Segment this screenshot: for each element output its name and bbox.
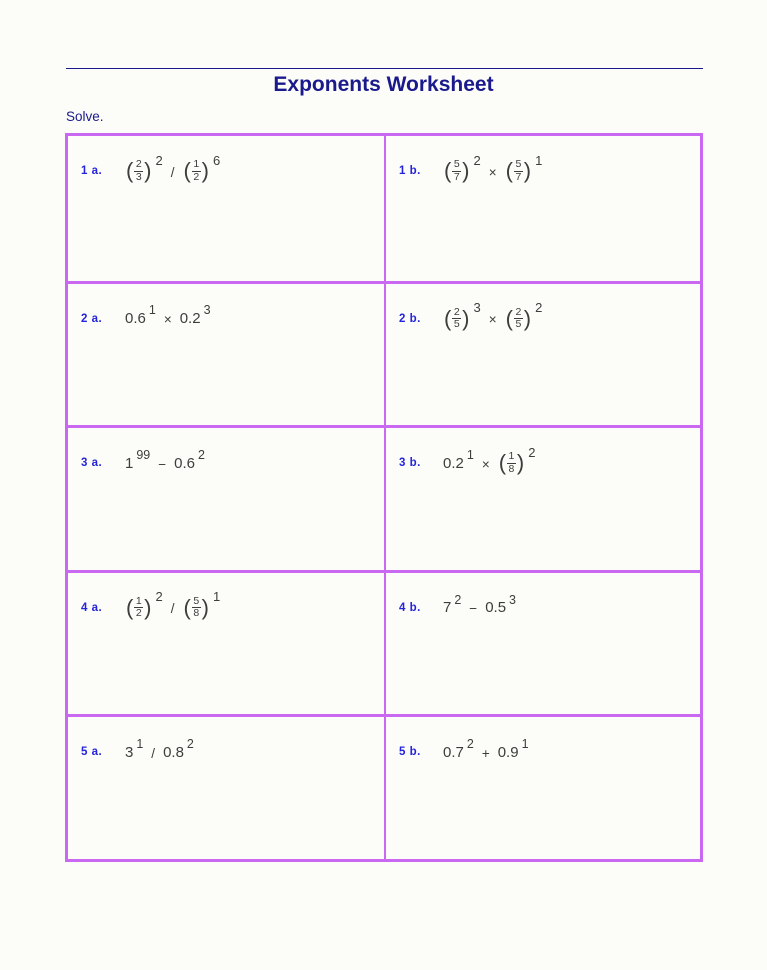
expression [443, 444, 535, 482]
fraction [514, 307, 523, 331]
term [443, 152, 481, 183]
open-paren: ( [444, 158, 452, 183]
operator: × [488, 164, 497, 180]
problem-cell-5b [384, 714, 700, 859]
problems-table [65, 133, 703, 862]
exponent: 3 [203, 303, 211, 318]
numerator: 2 [135, 157, 142, 170]
term [163, 737, 194, 761]
operator: − [158, 456, 167, 472]
instruction-label: Solve. [66, 109, 104, 124]
expression [125, 589, 220, 627]
close-paren: ) [516, 450, 525, 476]
term [174, 447, 205, 472]
denominator: 7 [515, 170, 522, 183]
term [125, 303, 156, 328]
exponent: 2 [198, 447, 205, 462]
numerator: 5 [193, 594, 200, 607]
term [443, 300, 481, 331]
exponent: 2 [155, 152, 163, 168]
term [443, 737, 474, 761]
close-paren: ) [462, 305, 470, 331]
term [443, 592, 462, 617]
close-paren: ) [462, 158, 470, 183]
expression [125, 444, 205, 482]
expression [443, 300, 542, 338]
term [125, 152, 163, 183]
fraction [452, 307, 461, 331]
open-paren: ( [498, 450, 507, 476]
operator: / [170, 164, 175, 180]
problem-cell-4b [384, 570, 700, 715]
problem-number: 1 b. [399, 165, 421, 177]
exponent: 1 [535, 152, 543, 168]
problem-cell-1b [384, 136, 700, 281]
term [497, 737, 529, 761]
numerator: 2 [453, 305, 460, 318]
term [125, 447, 151, 472]
exponent: 2 [535, 300, 543, 316]
exponent: 6 [213, 152, 221, 168]
exponent: 1 [148, 303, 156, 318]
base-number: 0.8 [163, 743, 184, 761]
problem-cell-2b [384, 281, 700, 426]
denominator: 8 [193, 607, 200, 620]
numerator: 2 [515, 305, 522, 318]
operator: × [481, 456, 490, 472]
exponent: 1 [136, 737, 144, 752]
problem-number: 2 b. [399, 312, 421, 325]
exponent: 1 [213, 589, 221, 605]
operator: × [488, 312, 497, 328]
close-paren: ) [144, 594, 152, 620]
open-paren: ( [444, 305, 452, 331]
numerator: 1 [508, 450, 515, 463]
problem-cell-3a [68, 425, 384, 570]
exponent: 2 [528, 444, 536, 460]
problem-number: 2 a. [81, 312, 103, 325]
close-paren: ) [523, 158, 532, 183]
numerator: 5 [515, 157, 522, 170]
problem-cell-2a [68, 281, 384, 426]
term [498, 444, 536, 476]
term [505, 152, 543, 183]
exponent: 2 [466, 737, 474, 752]
close-paren: ) [523, 305, 532, 331]
denominator: 2 [193, 170, 200, 183]
close-paren: ) [201, 594, 209, 620]
base-number: 0.2 [443, 454, 464, 472]
fraction [134, 596, 143, 620]
term [125, 589, 163, 620]
operator: − [469, 601, 478, 617]
base-number: 0.6 [174, 454, 195, 472]
base-number: 7 [443, 599, 452, 617]
open-paren: ( [126, 594, 134, 620]
exponent: 2 [186, 737, 194, 752]
problem-cell-4a [68, 570, 384, 715]
expression [443, 733, 529, 771]
term [505, 300, 543, 331]
operator: / [170, 601, 175, 617]
operator: / [151, 745, 156, 761]
expression [125, 152, 220, 190]
base-number: 0.5 [485, 599, 507, 617]
term [183, 152, 221, 183]
exponent: 99 [136, 447, 151, 462]
term [443, 447, 474, 472]
exponent: 2 [454, 592, 462, 607]
fraction [452, 159, 461, 183]
open-paren: ( [505, 305, 513, 331]
problem-number: 5 a. [81, 746, 103, 759]
open-paren: ( [183, 158, 191, 183]
fraction [192, 159, 201, 183]
close-paren: ) [144, 158, 152, 183]
open-paren: ( [183, 594, 191, 620]
term [485, 592, 516, 617]
operator: + [481, 745, 490, 761]
numerator: 1 [135, 594, 142, 607]
term [183, 589, 221, 620]
header-divider [66, 68, 703, 69]
open-paren: ( [126, 158, 134, 183]
expression [443, 152, 542, 190]
fraction [134, 159, 143, 183]
problem-number: 3 a. [81, 457, 103, 470]
denominator: 8 [508, 462, 515, 475]
exponent: 3 [509, 592, 516, 607]
denominator: 2 [135, 607, 142, 620]
open-paren: ( [505, 158, 513, 183]
base-number: 0.7 [443, 743, 464, 761]
denominator: 5 [453, 318, 460, 331]
base-number: 0.6 [125, 310, 146, 328]
close-paren: ) [201, 158, 209, 183]
expression [125, 300, 211, 338]
fraction [514, 159, 523, 183]
expression [125, 733, 194, 771]
exponent: 1 [466, 447, 474, 462]
problem-cell-1a [68, 136, 384, 281]
fraction [192, 596, 201, 620]
numerator: 5 [453, 157, 460, 170]
fraction [507, 451, 516, 475]
denominator: 5 [515, 318, 522, 331]
term [125, 737, 144, 761]
base-number: 3 [125, 743, 134, 761]
problem-cell-5a [68, 714, 384, 859]
denominator: 3 [135, 170, 142, 183]
expression [443, 589, 516, 627]
exponent: 2 [155, 589, 163, 605]
problem-number: 3 b. [399, 457, 421, 470]
numerator: 1 [193, 157, 200, 170]
operator: × [163, 312, 172, 328]
base-number: 1 [125, 454, 134, 472]
problem-cell-3b [384, 425, 700, 570]
exponent: 3 [473, 300, 481, 316]
problem-number: 4 b. [399, 601, 421, 614]
denominator: 7 [453, 170, 460, 183]
base-number: 0.2 [179, 310, 201, 328]
base-number: 0.9 [497, 743, 519, 761]
problem-number: 4 a. [81, 601, 103, 614]
problem-number: 5 b. [399, 746, 421, 759]
page-title: Exponents Worksheet [273, 73, 494, 96]
problem-number: 1 a. [81, 165, 103, 177]
term [179, 303, 211, 328]
exponent: 2 [473, 152, 481, 168]
exponent: 1 [521, 737, 529, 752]
